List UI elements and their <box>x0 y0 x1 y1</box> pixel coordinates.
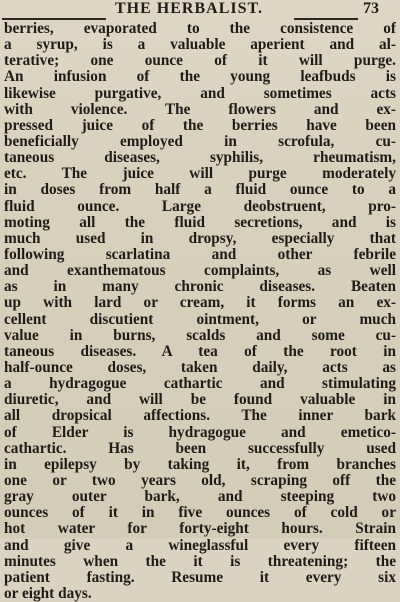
text-line: taneous diseases, syphilis, rheumatism, <box>4 150 396 167</box>
text-line: diuretic, and will be found valuable in <box>4 392 396 409</box>
text-line: fluid ounce. Large deobstruent, pro- <box>4 198 396 215</box>
text-line: of Elder is hydragogue and emetico- <box>4 424 396 441</box>
text-line: cellent discutient ointment, or much <box>4 311 396 328</box>
text-line: all dropsical affections. The inner bark <box>4 408 396 425</box>
text-line: hot water for forty-eight hours. Strain <box>4 521 396 538</box>
page-header <box>0 0 400 22</box>
text-line: a syrup, is a valuable aperient and al- <box>4 37 396 54</box>
text-line: in doses from half a fluid ounce to a <box>4 182 396 199</box>
text-line: value in burns, scalds and some cu- <box>4 327 396 344</box>
body-text <box>4 21 396 602</box>
text-line: taneous diseases. A tea of the root in <box>4 343 396 360</box>
text-line: following scarlatina and other febrile <box>4 246 396 263</box>
text-line: in epilepsy by taking it, from branches <box>4 456 396 473</box>
text-line: cathartic. Has been successfully used <box>4 440 396 457</box>
text-line: up with lard or cream, it forms an ex- <box>4 295 396 312</box>
text-line: with violence. The flowers and ex- <box>4 101 396 118</box>
text-line: much used in dropsy, especially that <box>4 230 396 247</box>
text-line: gray outer bark, and steeping two <box>4 489 396 506</box>
text-line: and give a wineglassful every fifteen <box>4 537 396 554</box>
text-line: one or two years old, scraping off the <box>4 472 396 489</box>
text-line: as in many chronic diseases. Beaten <box>4 279 396 296</box>
page-number: 73 <box>363 0 379 17</box>
text-line: likewise purgative, and sometimes acts <box>4 85 396 102</box>
text-line: a hydragogue cathartic and stimulating <box>4 376 396 393</box>
text-line: terative; one ounce of it will purge. <box>4 53 396 70</box>
header-rule-right <box>294 18 358 20</box>
text-line: ounces of it in five ounces of cold or <box>4 505 396 522</box>
header-rule-left <box>2 18 106 20</box>
text-line: patient fasting. Resume it every six <box>4 569 396 586</box>
text-line: and exanthematous complaints, as well <box>4 263 396 280</box>
text-line: etc. The juice will purge moderately <box>4 166 396 183</box>
text-line: moting all the fluid secretions, and is <box>4 214 396 231</box>
text-line: half-ounce doses, taken daily, acts as <box>4 359 396 376</box>
text-line: berries, evaporated to the consistence of <box>4 21 396 37</box>
text-line: pressed juice of the berries have been <box>4 117 396 134</box>
text-line: beneficially employed in scrofula, cu- <box>4 133 396 150</box>
text-line: or eight days. <box>4 585 92 602</box>
text-line: minutes when the it is threatening; the <box>4 553 396 570</box>
text-line: An infusion of the young leafbuds is <box>4 69 396 86</box>
running-title: THE HERBALIST. <box>115 0 263 17</box>
